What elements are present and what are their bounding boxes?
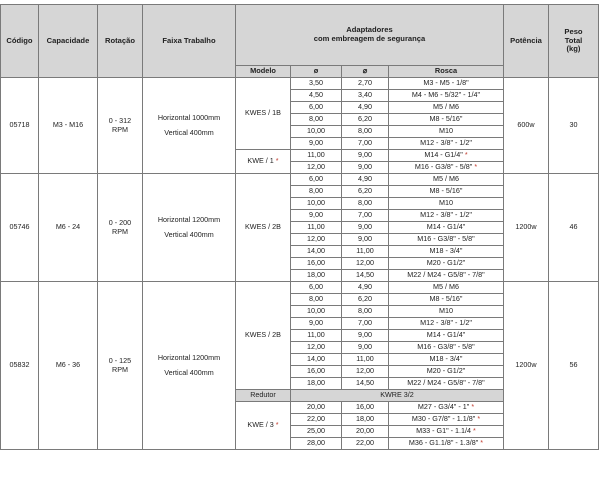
rosca-cell bbox=[389, 282, 504, 294]
rosca-text: M3 - M5 - 1/8" bbox=[423, 78, 469, 88]
square-cell: 8,00 bbox=[342, 126, 389, 138]
header-potencia: Potência bbox=[504, 5, 549, 78]
header-capacidade: Capacidade bbox=[39, 5, 98, 78]
redutor-value: KWRE 3/2 bbox=[291, 390, 504, 402]
square-cell: 6,20 bbox=[342, 186, 389, 198]
spec-table bbox=[0, 4, 599, 450]
rosca-text: M22 / M24 - G5/8" - 7/8" bbox=[407, 378, 485, 388]
header-codigo: Código bbox=[1, 5, 39, 78]
peso-cell: 46 bbox=[549, 174, 599, 282]
rosca-text: M5 / M6 bbox=[433, 102, 459, 112]
rosca-text: M5 / M6 bbox=[433, 282, 459, 292]
rosca-text: M5 / M6 bbox=[433, 174, 459, 184]
header-adaptadores-line1: Adaptadores bbox=[346, 25, 393, 35]
capacidade-cell: M6 - 24 bbox=[39, 174, 98, 282]
diameter-cell: 4,50 bbox=[291, 90, 342, 102]
asterisk-mark: * bbox=[480, 438, 484, 448]
rosca-cell bbox=[389, 210, 504, 222]
rosca-cell bbox=[389, 186, 504, 198]
square-cell: 14,50 bbox=[342, 270, 389, 282]
peso-cell: 30 bbox=[549, 78, 599, 174]
table-body bbox=[1, 78, 599, 450]
rosca-cell bbox=[389, 426, 504, 438]
modelo-label: KWES / 2B bbox=[245, 330, 281, 340]
rosca-text: M12 - 3/8" - 1/2" bbox=[420, 210, 472, 220]
square-cell: 20,00 bbox=[342, 426, 389, 438]
rosca-cell bbox=[389, 258, 504, 270]
diameter-cell: 12,00 bbox=[291, 234, 342, 246]
subheader-diameter: ø bbox=[291, 66, 342, 78]
faixa-cell bbox=[143, 78, 236, 174]
square-cell: 4,90 bbox=[342, 282, 389, 294]
rosca-text: M10 bbox=[439, 198, 453, 208]
rosca-text: M33 - G1" - 1.1/4 bbox=[416, 426, 472, 436]
modelo-label: KWES / 1B bbox=[245, 108, 281, 118]
square-cell: 6,20 bbox=[342, 114, 389, 126]
square-cell: 2,70 bbox=[342, 78, 389, 90]
modelo-cell bbox=[236, 282, 291, 390]
diameter-cell: 18,00 bbox=[291, 270, 342, 282]
diameter-cell: 12,00 bbox=[291, 342, 342, 354]
subheader-square: ⌀ bbox=[342, 66, 389, 78]
redutor-label: Redutor bbox=[236, 390, 291, 402]
diameter-cell: 6,00 bbox=[291, 174, 342, 186]
faixa-vertical: Vertical 400mm bbox=[164, 229, 214, 239]
square-cell: 9,00 bbox=[342, 162, 389, 174]
rosca-cell bbox=[389, 342, 504, 354]
header-adaptadores bbox=[236, 5, 504, 66]
codigo-cell: 05746 bbox=[1, 174, 39, 282]
header-faixa: Faixa Trabalho bbox=[143, 5, 236, 78]
table-row bbox=[1, 174, 599, 186]
header-row bbox=[1, 5, 599, 66]
asterisk-mark: * bbox=[471, 402, 475, 412]
diameter-cell: 10,00 bbox=[291, 306, 342, 318]
square-cell: 22,00 bbox=[342, 438, 389, 450]
capacidade-cell: M6 - 36 bbox=[39, 282, 98, 450]
rosca-cell bbox=[389, 318, 504, 330]
codigo-cell: 05718 bbox=[1, 78, 39, 174]
asterisk-mark: * bbox=[474, 162, 478, 172]
potencia-cell: 1200w bbox=[504, 174, 549, 282]
rosca-text: M36 - G1.1/8" - 1.3/8" bbox=[408, 438, 479, 448]
header-peso-line1: Peso bbox=[564, 26, 583, 36]
square-cell: 4,90 bbox=[342, 174, 389, 186]
table-row bbox=[1, 282, 599, 294]
modelo-cell bbox=[236, 402, 291, 450]
diameter-cell: 20,00 bbox=[291, 402, 342, 414]
peso-cell: 56 bbox=[549, 282, 599, 450]
rosca-cell bbox=[389, 414, 504, 426]
modelo-label: KWE / 3 bbox=[247, 420, 274, 430]
square-cell: 14,50 bbox=[342, 378, 389, 390]
diameter-cell: 9,00 bbox=[291, 318, 342, 330]
rosca-text: M8 - 5/16" bbox=[429, 294, 463, 304]
asterisk-mark: * bbox=[275, 420, 279, 430]
rosca-cell bbox=[389, 150, 504, 162]
faixa-horizontal: Horizontal 1200mm bbox=[157, 353, 221, 363]
table-row bbox=[1, 78, 599, 90]
asterisk-mark: * bbox=[477, 414, 481, 424]
rosca-cell bbox=[389, 90, 504, 102]
rosca-cell bbox=[389, 378, 504, 390]
square-cell: 6,20 bbox=[342, 294, 389, 306]
diameter-cell: 6,00 bbox=[291, 102, 342, 114]
capacidade-cell: M3 - M16 bbox=[39, 78, 98, 174]
header-adaptadores-line2: com embreagem de segurança bbox=[313, 34, 426, 43]
rosca-text: M20 - G1/2" bbox=[426, 258, 466, 268]
modelo-label: KWES / 2B bbox=[245, 222, 281, 232]
rosca-cell bbox=[389, 222, 504, 234]
diameter-cell: 8,00 bbox=[291, 114, 342, 126]
rosca-cell bbox=[389, 402, 504, 414]
rosca-text: M14 - G1/4" bbox=[424, 150, 463, 160]
faixa-vertical: Vertical 400mm bbox=[164, 127, 214, 137]
modelo-cell bbox=[236, 150, 291, 174]
faixa-vertical: Vertical 400mm bbox=[164, 367, 214, 377]
rosca-text: M18 - 3/4" bbox=[429, 246, 463, 256]
modelo-label: KWE / 1 bbox=[247, 156, 274, 166]
header-peso-line2: Total bbox=[564, 35, 583, 45]
rosca-cell bbox=[389, 102, 504, 114]
diameter-cell: 6,00 bbox=[291, 282, 342, 294]
square-cell: 7,00 bbox=[342, 318, 389, 330]
diameter-cell: 28,00 bbox=[291, 438, 342, 450]
square-cell: 18,00 bbox=[342, 414, 389, 426]
asterisk-mark: * bbox=[473, 426, 476, 436]
rosca-text: M8 - 5/16" bbox=[429, 114, 463, 124]
rosca-text: M22 / M24 - G5/8" - 7/8" bbox=[407, 270, 485, 280]
square-cell: 7,00 bbox=[342, 138, 389, 150]
diameter-cell: 12,00 bbox=[291, 162, 342, 174]
subheader-rosca: Rosca bbox=[389, 66, 504, 78]
diameter-cell: 14,00 bbox=[291, 354, 342, 366]
rosca-text: M14 - G1/4" bbox=[426, 330, 466, 340]
square-cell: 9,00 bbox=[342, 150, 389, 162]
rotacao-cell bbox=[98, 174, 143, 282]
rotacao-value: 0 - 125 bbox=[108, 356, 132, 366]
rosca-cell bbox=[389, 198, 504, 210]
rosca-cell bbox=[389, 126, 504, 138]
square-cell: 16,00 bbox=[342, 402, 389, 414]
rotacao-value: 0 - 200 bbox=[108, 218, 132, 228]
rosca-cell bbox=[389, 234, 504, 246]
square-cell: 4,90 bbox=[342, 102, 389, 114]
square-cell: 12,00 bbox=[342, 366, 389, 378]
square-cell: 3,40 bbox=[342, 90, 389, 102]
diameter-cell: 8,00 bbox=[291, 186, 342, 198]
diameter-cell: 8,00 bbox=[291, 294, 342, 306]
square-cell: 8,00 bbox=[342, 306, 389, 318]
diameter-cell: 16,00 bbox=[291, 258, 342, 270]
diameter-cell: 9,00 bbox=[291, 210, 342, 222]
rosca-text: M8 - 5/16" bbox=[429, 186, 463, 196]
square-cell: 8,00 bbox=[342, 198, 389, 210]
rosca-text: M12 - 3/8" - 1/2" bbox=[420, 318, 472, 328]
diameter-cell: 9,00 bbox=[291, 138, 342, 150]
modelo-cell bbox=[236, 174, 291, 282]
rosca-cell bbox=[389, 330, 504, 342]
diameter-cell: 11,00 bbox=[291, 150, 342, 162]
rotacao-cell bbox=[98, 78, 143, 174]
rosca-text: M27 - G3/4" - 1" bbox=[417, 402, 470, 412]
faixa-horizontal: Horizontal 1000mm bbox=[157, 113, 221, 123]
square-cell: 11,00 bbox=[342, 354, 389, 366]
rosca-text: M10 bbox=[439, 126, 453, 136]
diameter-cell: 14,00 bbox=[291, 246, 342, 258]
square-cell: 9,00 bbox=[342, 330, 389, 342]
rosca-text: M12 - 3/8" - 1/2" bbox=[420, 138, 472, 148]
rosca-text: M16 - G3/8" - 5/8" bbox=[417, 234, 475, 244]
header-rotacao: Rotação bbox=[98, 5, 143, 78]
rotacao-unit: RPM bbox=[112, 226, 128, 236]
square-cell: 12,00 bbox=[342, 258, 389, 270]
square-cell: 11,00 bbox=[342, 246, 389, 258]
rosca-text: M16 - G3/8" - 5/8" bbox=[417, 342, 475, 352]
diameter-cell: 22,00 bbox=[291, 414, 342, 426]
header-peso-line3: (kg) bbox=[566, 44, 581, 54]
rotacao-unit: RPM bbox=[112, 124, 128, 134]
diameter-cell: 11,00 bbox=[291, 222, 342, 234]
diameter-cell: 18,00 bbox=[291, 378, 342, 390]
rosca-text: M20 - G1/2" bbox=[426, 366, 466, 376]
rosca-text: M10 bbox=[439, 306, 453, 316]
rosca-cell bbox=[389, 162, 504, 174]
diameter-cell: 10,00 bbox=[291, 198, 342, 210]
faixa-cell bbox=[143, 282, 236, 450]
diameter-cell: 11,00 bbox=[291, 330, 342, 342]
rosca-text: M16 - G3/8" - 5/8" bbox=[414, 162, 473, 172]
square-cell: 9,00 bbox=[342, 234, 389, 246]
header-peso bbox=[549, 5, 599, 78]
rotacao-value: 0 - 312 bbox=[108, 116, 132, 126]
rosca-cell bbox=[389, 174, 504, 186]
rosca-cell bbox=[389, 138, 504, 150]
square-cell: 9,00 bbox=[342, 222, 389, 234]
rosca-text: M18 - 3/4" bbox=[429, 354, 463, 364]
rosca-cell bbox=[389, 78, 504, 90]
diameter-cell: 10,00 bbox=[291, 126, 342, 138]
rosca-cell bbox=[389, 114, 504, 126]
rosca-cell bbox=[389, 306, 504, 318]
modelo-cell bbox=[236, 78, 291, 150]
potencia-cell: 1200w bbox=[504, 282, 549, 450]
rosca-cell bbox=[389, 366, 504, 378]
faixa-horizontal: Horizontal 1200mm bbox=[157, 215, 221, 225]
rosca-text: M30 - G7/8" - 1.1/8" bbox=[411, 414, 476, 424]
diameter-cell: 16,00 bbox=[291, 366, 342, 378]
diameter-cell: 25,00 bbox=[291, 426, 342, 438]
rosca-cell bbox=[389, 294, 504, 306]
rotacao-cell bbox=[98, 282, 143, 450]
potencia-cell: 600w bbox=[504, 78, 549, 174]
asterisk-mark: * bbox=[275, 156, 279, 166]
rosca-cell bbox=[389, 246, 504, 258]
rosca-cell bbox=[389, 438, 504, 450]
square-cell: 7,00 bbox=[342, 210, 389, 222]
subheader-modelo: Modelo bbox=[236, 66, 291, 78]
codigo-cell: 05832 bbox=[1, 282, 39, 450]
rosca-cell bbox=[389, 354, 504, 366]
rosca-text: M4 - M6 - 5/32" - 1/4" bbox=[411, 90, 481, 100]
rotacao-unit: RPM bbox=[112, 364, 128, 374]
rosca-cell bbox=[389, 270, 504, 282]
asterisk-mark: * bbox=[464, 150, 468, 160]
diameter-cell: 3,50 bbox=[291, 78, 342, 90]
square-cell: 9,00 bbox=[342, 342, 389, 354]
faixa-cell bbox=[143, 174, 236, 282]
rosca-text: M14 - G1/4" bbox=[426, 222, 466, 232]
